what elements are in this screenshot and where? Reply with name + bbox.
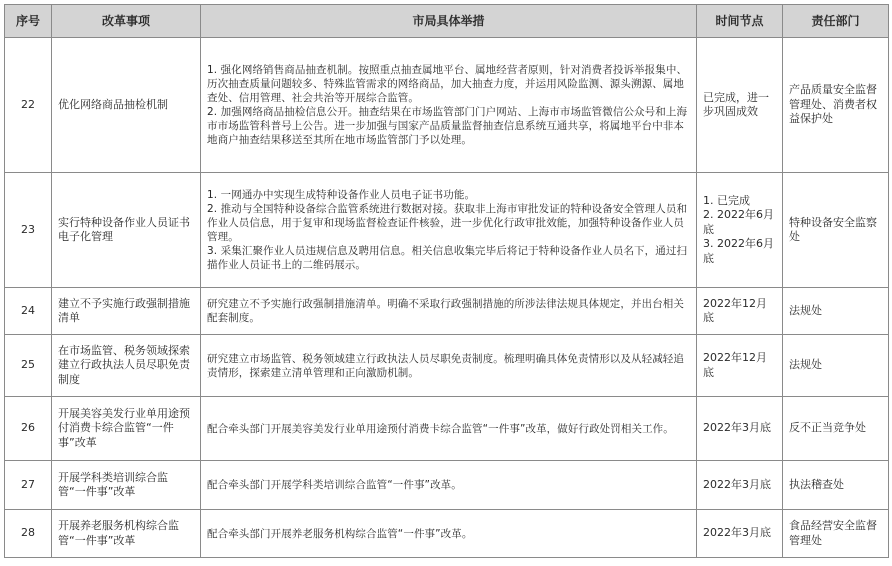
table-row <box>5 510 889 558</box>
measures-cell <box>201 461 697 510</box>
reform-item: 开展美容美发行业单用途预付消费卡综合监管“一件事”改革 <box>52 397 201 461</box>
measure-line: 配合牵头部门开展养老服务机构综合监管“一件事”改革。 <box>207 527 473 540</box>
reform-item: 开展学科类培训综合监管“一件事”改革 <box>52 461 201 510</box>
measure-line: 1. 强化网络销售商品抽查机制。按照重点抽查属地平台、属地经营者原则，针对消费者投诉举报集中、历次抽查质量问题较多、特殊监管需求的网络商品，加大抽查力度，并运用风险监测、源头溯源、属地查处、信用管理、社会共治等开展综合监管。 <box>207 64 688 104</box>
time-line: 2022年3月底 <box>703 477 771 491</box>
reform-measures-table <box>4 4 889 558</box>
time-line: 已完成，进一步巩固成效 <box>703 90 769 118</box>
header-no: 序号 <box>5 5 52 38</box>
time-cell <box>697 461 783 510</box>
reform-item: 在市场监管、税务领域探索建立行政执法人员尽职免责制度 <box>52 335 201 397</box>
measure-line: 3. 采集汇聚作业人员违规信息及聘用信息。相关信息收集完毕后将记于特种设备作业人员名下，通过扫描作业人员证书上的二维码展示。 <box>207 245 688 271</box>
row-number: 23 <box>5 173 52 288</box>
measures-cell <box>201 397 697 461</box>
table-row <box>5 173 889 288</box>
measures-cell <box>201 173 697 288</box>
time-cell <box>697 38 783 173</box>
row-number: 22 <box>5 38 52 173</box>
time-line: 2022年3月底 <box>703 526 771 540</box>
time-cell <box>697 335 783 397</box>
dept-cell: 法规处 <box>783 335 889 397</box>
header-item: 改革事项 <box>52 5 201 38</box>
time-cell <box>697 397 783 461</box>
measure-line: 研究建立市场监管、税务领域建立行政执法人员尽职免责制度。梳理明确具体免责情形以及从轻减轻追责情形，探索建立清单管理和正向激励机制。 <box>207 352 684 379</box>
table-row <box>5 38 889 173</box>
reform-measures-table-page <box>4 4 888 558</box>
row-number: 26 <box>5 397 52 461</box>
time-line: 2022年12月底 <box>703 351 767 379</box>
table-row <box>5 461 889 510</box>
dept-cell: 产品质量安全监督管理处、消费者权益保护处 <box>783 38 889 173</box>
row-number: 24 <box>5 288 52 335</box>
dept-cell: 食品经营安全监督管理处 <box>783 510 889 558</box>
measure-line: 2. 推动与全国特种设备综合监管系统进行数据对接。获取非上海市审批发证的特种设备安全管理人员和作业人员信息，用于复审和现场监督检查证件核验，进一步优化行政审批效能，加强特种设备作业人员管理。 <box>207 203 688 243</box>
table-row <box>5 335 889 397</box>
measures-cell <box>201 38 697 173</box>
table-row <box>5 397 889 461</box>
header-time: 时间节点 <box>697 5 783 38</box>
time-line: 2. 2022年6月底 <box>703 208 774 236</box>
dept-cell: 反不正当竞争处 <box>783 397 889 461</box>
time-line: 3. 2022年6月底 <box>703 237 774 265</box>
header-row <box>5 5 889 38</box>
measure-line: 研究建立不予实施行政强制措施清单。明确不采取行政强制措施的所涉法律法规具体规定，并出台相关配套制度。 <box>207 298 684 324</box>
header-dept: 责任部门 <box>783 5 889 38</box>
dept-cell: 法规处 <box>783 288 889 335</box>
reform-item: 建立不予实施行政强制措施清单 <box>52 288 201 335</box>
measure-line: 配合牵头部门开展美容美发行业单用途预付消费卡综合监管“一件事”改革，做好行政处罚相关工作。 <box>207 422 674 435</box>
measure-line: 2. 加强网络商品抽检信息公开。抽查结果在市场监管部门门户网站、上海市市场监管微信公众号和上海市市场监管科普号上公告。进一步加强与国家产品质量监督抽查信息系统互通共享，将属地平台中非本地商户抽查结果移送至其所在地市场监管部门予以处理。 <box>207 106 688 146</box>
reform-item: 开展养老服务机构综合监管“一件事”改革 <box>52 510 201 558</box>
reform-item: 优化网络商品抽检机制 <box>52 38 201 173</box>
time-line: 2022年12月底 <box>703 296 767 324</box>
row-number: 25 <box>5 335 52 397</box>
table-row <box>5 288 889 335</box>
measures-cell <box>201 288 697 335</box>
dept-cell: 特种设备安全监察处 <box>783 173 889 288</box>
time-cell <box>697 173 783 288</box>
row-number: 28 <box>5 510 52 558</box>
time-line: 1. 已完成 <box>703 193 750 207</box>
row-number: 27 <box>5 461 52 510</box>
time-cell <box>697 510 783 558</box>
measures-cell <box>201 510 697 558</box>
header-measures: 市局具体举措 <box>201 5 697 38</box>
reform-item: 实行特种设备作业人员证书电子化管理 <box>52 173 201 288</box>
time-cell <box>697 288 783 335</box>
time-line: 2022年3月底 <box>703 421 771 435</box>
measure-line: 1. 一网通办中实现生成特种设备作业人员电子证书功能。 <box>207 189 476 201</box>
measures-cell <box>201 335 697 397</box>
measure-line: 配合牵头部门开展学科类培训综合监管“一件事”改革。 <box>207 479 462 491</box>
dept-cell: 执法稽查处 <box>783 461 889 510</box>
